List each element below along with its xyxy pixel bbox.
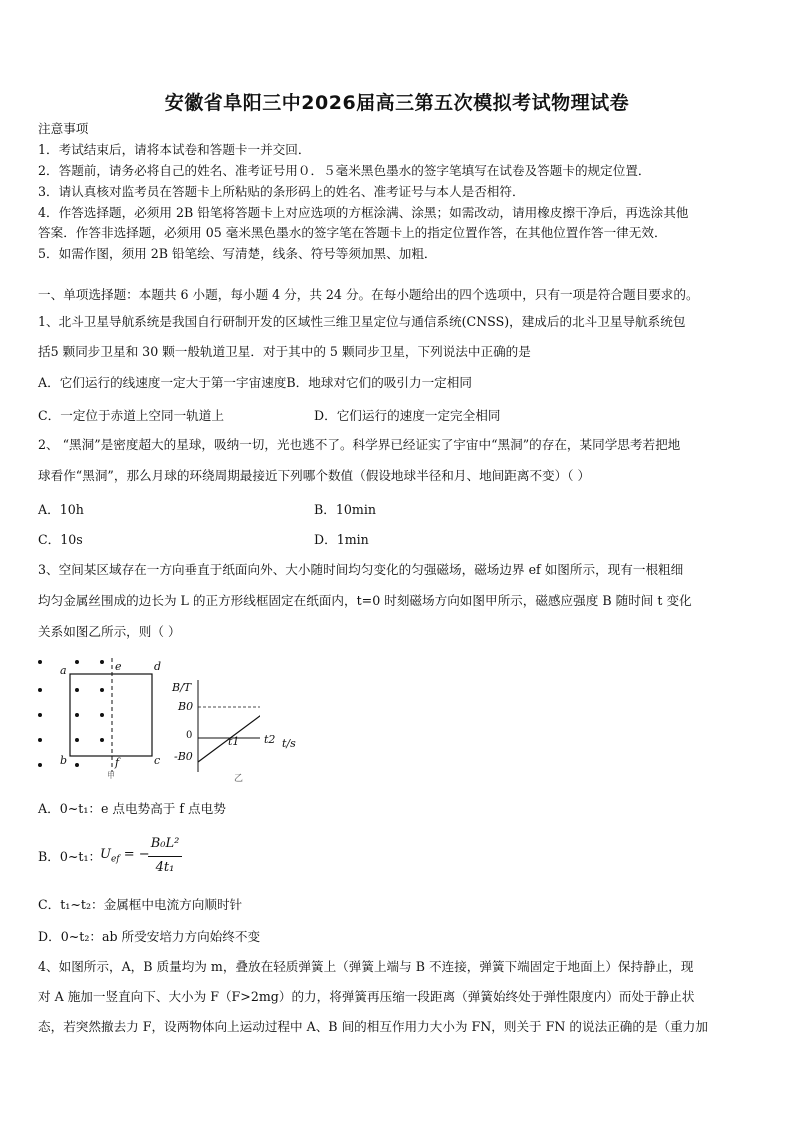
formula-u-symbol: U xyxy=(100,847,111,862)
notice-item: 答案．作答非选择题，必须用 05 毫米黑色墨水的签字笔在答题卡上的指定位置作答，在其他位置作答一律无效． xyxy=(38,225,667,240)
option-row xyxy=(38,499,762,517)
label-jia: 甲 xyxy=(107,771,115,780)
graph-zero-label: 0 xyxy=(186,730,193,741)
option-b: B．10min xyxy=(314,502,376,517)
question-stem: 均匀金属丝围成的边长为 L 的正方形线框固定在纸面内，t=0 时刻磁场方向如图甲所示，磁感应强度 B 随时间 t 变化 xyxy=(38,593,692,608)
graph-negb0-label: -B0 xyxy=(174,750,193,763)
section-heading: 一、单项选择题：本题共 6 小题，每小题 4 分，共 24 分。在每小题给出的四个选项中，只有一项是符合题目要求的。 xyxy=(38,287,699,302)
label-e: e xyxy=(115,660,122,673)
field-dots-inside xyxy=(75,660,104,767)
option-c: C．一定位于赤道上空同一轨道上 xyxy=(38,408,224,423)
question-stem: 2、 “黑洞”是密度超大的星球，吸纳一切，光也逃不了。科学界已经证实了宇宙中“黑洞”的存在，某同学思考若把地 xyxy=(38,437,681,452)
question-stem: 1、北斗卫星导航系统是我国自行研制开发的区域性三维卫星定位与通信系统(CNSS)，建成后的北斗卫星导航系统包 xyxy=(38,314,686,329)
question-stem: 对 A 施加一竖直向下、大小为 F（F>2mg）的力，将弹簧再压缩一段距离（弹簧始终处于弹性限度内）而处于静止状 xyxy=(38,989,695,1004)
option-text: A．它们运行的线速度一定大于第一宇宙速度B．地球对它们的吸引力一定相同 xyxy=(38,375,472,390)
notice-item: 5．如需作图，须用 2B 铅笔绘、写清楚，线条、符号等须加黑、加粗． xyxy=(38,246,437,261)
notice-item: 2．答题前，请务必将自己的姓名、准考证号用０．５毫米黑色墨水的签字笔填写在试卷及答题卡的规定位置． xyxy=(38,163,651,178)
label-c: c xyxy=(154,754,161,767)
notice-heading: 注意事项 xyxy=(38,121,89,136)
formula-denominator: 4t₁ xyxy=(155,860,175,875)
formula-eq: = − xyxy=(123,847,150,862)
option-a: A．0~t₁：e 点电势高于 f 点电势 xyxy=(38,801,226,816)
question-stem: 3、空间某区域存在一方向垂直于纸面向外、大小随时间均匀变化的匀强磁场，磁场边界 ef 如图所示，现有一根粗细 xyxy=(38,562,684,577)
option-d: D．1min xyxy=(314,532,369,547)
option-c: C．10s xyxy=(38,532,83,547)
question-stem: 态，若突然撤去力 F，设两物体向上运动过程中 A、B 间的相互作用力大小为 FN，则关于 FN 的说法正确的是（重力加 xyxy=(38,1019,708,1034)
option-b-prefix: B．0~t₁： xyxy=(38,849,102,864)
exam-title: 安徽省阜阳三中2026届高三第五次模拟考试物理试卷 xyxy=(164,92,630,114)
option-d: D．0~t₂：ab 所受安培力方向始终不变 xyxy=(38,929,261,944)
graph-b0-label: B0 xyxy=(178,700,194,713)
label-d: d xyxy=(154,660,162,673)
question-stem: 括5 颗同步卫星和 30 颗一般轨道卫星．对于其中的 5 颗同步卫星，下列说法中正确的是 xyxy=(38,344,531,359)
option-d: D．它们运行的速度一定完全相同 xyxy=(314,408,501,423)
notice-item: 3．请认真核对监考员在答题卡上所粘贴的条形码上的姓名、准考证号与本人是否相符． xyxy=(38,184,525,199)
formula-u xyxy=(100,847,150,865)
graph-x-label: t/s xyxy=(282,737,296,750)
option-row xyxy=(38,405,762,423)
question-stem: 球看作“黑洞”，那么月球的环绕周期最接近下列哪个数值（假设地球半径和月、地间距离不变）（ ） xyxy=(38,468,591,483)
label-a: a xyxy=(60,664,67,677)
graph-t2-label: t2 xyxy=(264,733,276,746)
formula-u-sub: ef xyxy=(110,854,120,865)
physics-figure xyxy=(30,650,260,790)
formula-fraction-bar xyxy=(148,856,182,857)
question-stem: 4、如图所示，A，B 质量均为 m，叠放在轻质弹簧上（弹簧上端与 B 不连接，弹簧下端固定于地面上）保持静止，现 xyxy=(38,959,694,974)
question-stem: 关系如图乙所示，则（ ） xyxy=(38,624,181,639)
option-a: A．10h xyxy=(38,502,84,517)
label-f: f xyxy=(115,756,120,769)
field-dots-outside xyxy=(38,660,42,767)
label-b: b xyxy=(60,754,68,767)
b-t-graph xyxy=(198,680,260,772)
graph-y-label: B/T xyxy=(172,681,192,694)
option-row xyxy=(38,529,762,547)
notice-item: 1．考试结束后，请将本试卷和答题卡一并交回． xyxy=(38,142,311,157)
notice-item: 4．作答选择题，必须用 2B 铅笔将答题卡上对应选项的方框涂满、涂黑；如需改动，请用橡皮擦干净后，再选涂其他 xyxy=(38,205,689,220)
label-yi: 乙 xyxy=(234,774,244,784)
square-frame xyxy=(70,674,152,756)
formula-numerator: B₀L² xyxy=(150,836,180,851)
graph-t1-label: t1 xyxy=(228,735,240,748)
option-c: C．t₁~t₂：金属框中电流方向顺时针 xyxy=(38,897,243,912)
